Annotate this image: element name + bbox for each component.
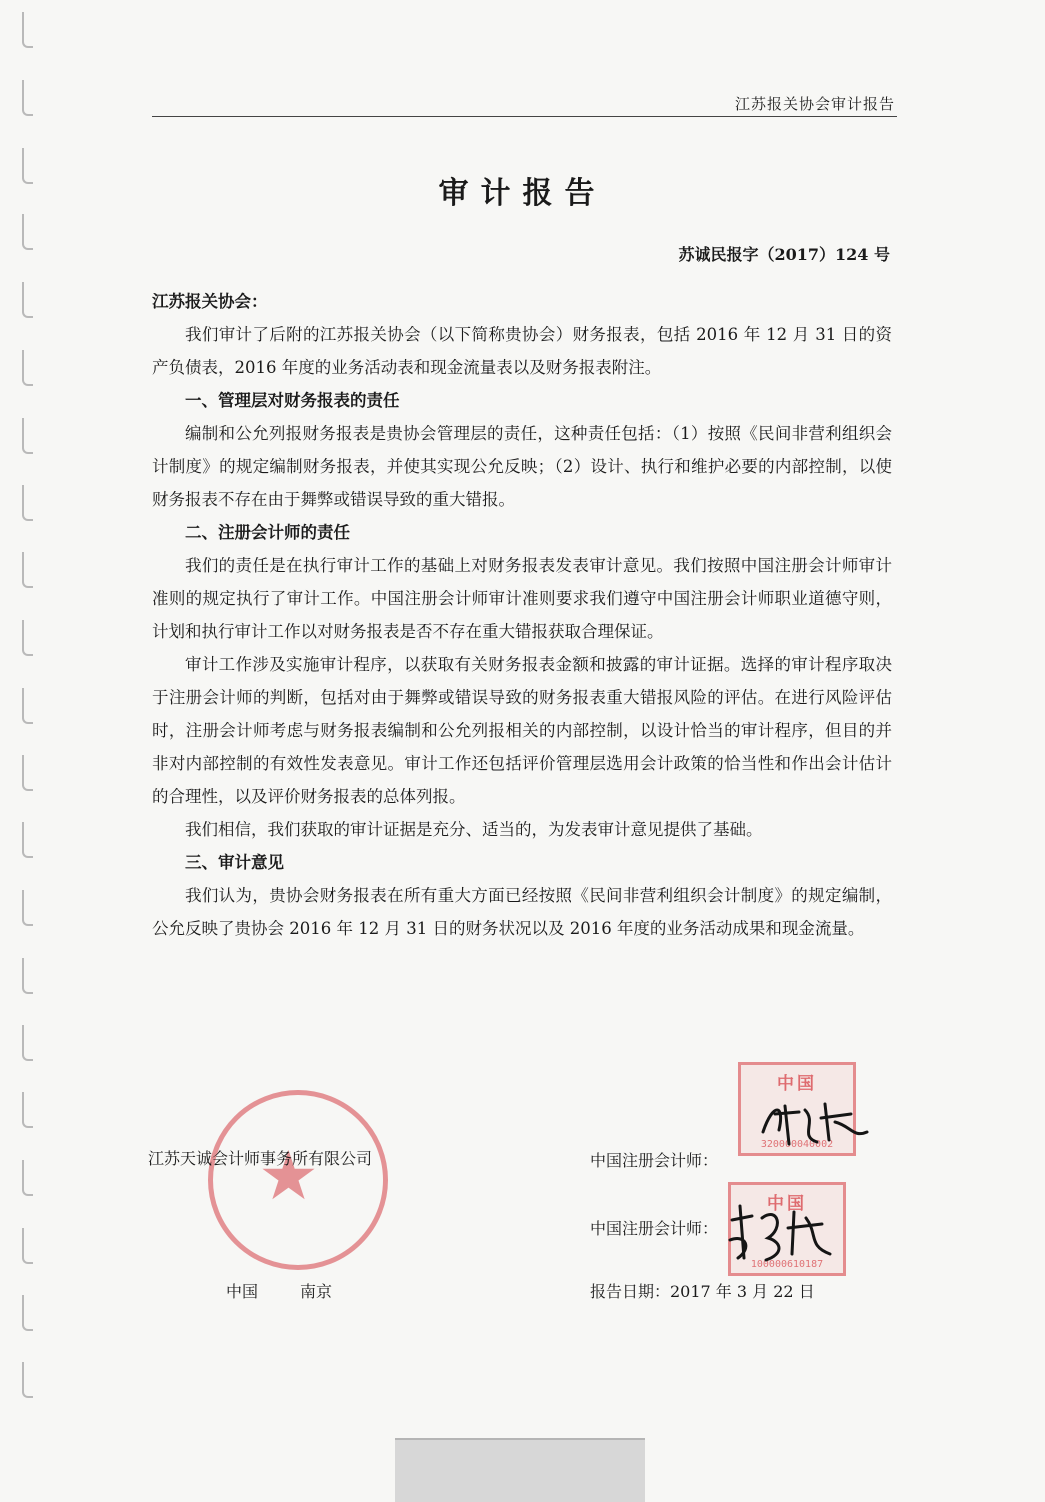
signature-1-icon (755, 1092, 875, 1154)
paragraph-auditor-2: 审计工作涉及实施审计程序，以获取有关财务报表金额和披露的审计证据。选择的审计程序取决于注册会计师的判断，包括对由于舞弊或错误导致的财务报表重大错报风险的评估。在进行风险评估时，注册会计师考虑与财务报表编制和公允列报相关的内部控制，以设计恰当的审计程序，但目的并非对内部控制的有效性发表意见。审计工作还包括评价管理层选用会计政策的恰当性和作出会计估计的合理性，以及评价财务报表的总体列报。 (152, 655, 892, 806)
section-heading-management: 一、管理层对财务报表的责任 (185, 391, 400, 410)
section-heading-opinion: 三、审计意见 (185, 853, 284, 872)
location-country: 中国 (226, 1282, 259, 1301)
binding-holes (14, 0, 44, 1440)
running-header: 江苏报关协会审计报告 (734, 95, 895, 113)
signature-2-icon (722, 1198, 842, 1268)
cpa-seal-1-title: 中国 (777, 1074, 817, 1094)
cpa-seal-1-number: 320000040002 (760, 1139, 834, 1150)
seal-star-icon: ★ (258, 1137, 319, 1216)
cpa-seal-2-number: 100000610187 (750, 1259, 824, 1270)
document-title: 审计报告 (438, 176, 607, 211)
location-city: 南京 (300, 1282, 333, 1301)
section-heading-auditor: 二、注册会计师的责任 (185, 523, 350, 542)
firm-name: 江苏天诚会计师事务所有限公司 (148, 1149, 373, 1168)
cpa-label-1: 中国注册会计师： (590, 1151, 719, 1170)
document-number: 苏诚民报字（2017）124 号 (678, 245, 890, 264)
header-rule (152, 116, 897, 117)
paragraph-intro: 我们审计了后附的江苏报关协会（以下简称贵协会）财务报表，包括 2016 年 12 月 31 日的资产负债表，2016 年度的业务活动表和现金流量表以及财务报表附注。 (152, 325, 892, 377)
paragraph-management: 编制和公允列报财务报表是贵协会管理层的责任，这种责任包括：（1）按照《民间非营利组织会计制度》的规定编制财务报表，并使其实现公允反映；（2）设计、执行和维护必要的内部控制，以使财务报表不存在由于舞弊或错误导致的重大错报。 (152, 424, 892, 509)
paragraph-auditor-3: 我们相信，我们获取的审计证据是充分、适当的，为发表审计意见提供了基础。 (185, 820, 763, 839)
scan-artifact (395, 1438, 645, 1502)
cpa-label-2: 中国注册会计师： (590, 1219, 719, 1238)
firm-seal-icon (208, 1090, 388, 1270)
report-date: 报告日期：2017 年 3 月 22 日 (590, 1282, 815, 1301)
paragraph-auditor-1: 我们的责任是在执行审计工作的基础上对财务报表发表审计意见。我们按照中国注册会计师审计准则的规定执行了审计工作。中国注册会计师审计准则要求我们遵守中国注册会计师职业道德守则，计划和执行审计工作以对财务报表是否不存在重大错报获取合理保证。 (152, 556, 892, 641)
cpa-seal-2-title: 中国 (767, 1194, 807, 1214)
report-body (152, 285, 892, 945)
paragraph-opinion: 我们认为，贵协会财务报表在所有重大方面已经按照《民间非营利组织会计制度》的规定编制，公允反映了贵协会 2016 年 12 月 31 日的财务状况以及 2016 年度的业务活动成果和现金流量。 (152, 886, 892, 938)
addressee: 江苏报关协会： (152, 292, 268, 311)
